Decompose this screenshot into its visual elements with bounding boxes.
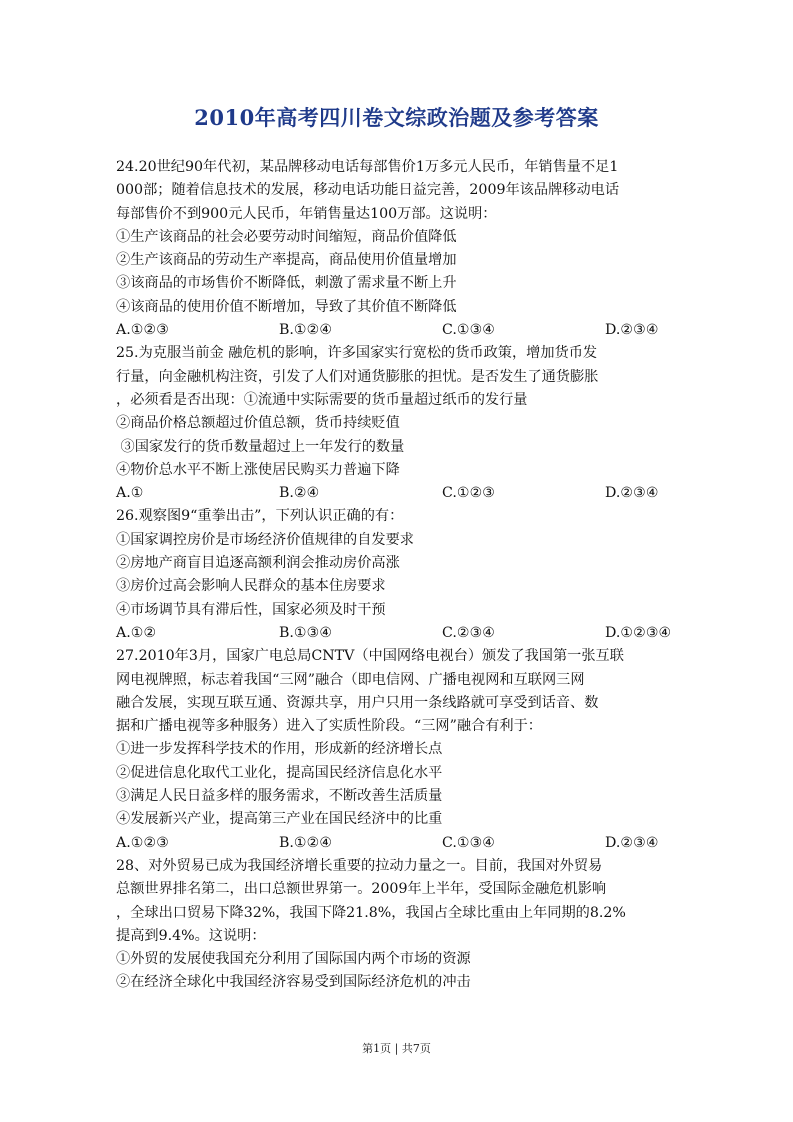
option-a: A.①②③	[116, 322, 169, 339]
question-line: 27.2010年3月，国家广电总局CNTV（中国网络电视台）颁发了我国第一张互联	[116, 648, 624, 665]
option-b: B.②④	[279, 485, 320, 502]
question-line: ①国家调控房价是市场经济价值规律的自发要求	[116, 531, 414, 548]
question-line: ②在经济全球化中我国经济容易受到国际经济危机的冲击	[116, 974, 471, 991]
question-24	[116, 156, 676, 342]
question-line: ②生产该商品的劳动生产率提高，商品使用价值量增加	[116, 252, 457, 269]
question-line: 提高到9.4%。这说明：	[116, 927, 266, 944]
option-c: C.①③④	[442, 834, 496, 851]
question-line: ，全球出口贸易下降32%，我国下降21.8%，我国占全球比重由上年同期的8.2%	[116, 904, 626, 921]
option-c: C.①②③	[442, 485, 496, 502]
question-line: ②促进信息化取代工业化，提高国民经济信息化水平	[116, 764, 443, 781]
option-a: A.①②③	[116, 834, 169, 851]
question-line: 网电视牌照，标志着我国“三网”融合（即电信网、广播电视网和互联网三网	[116, 671, 585, 688]
page-footer: 第1页 | 共7页	[362, 1042, 431, 1055]
question-line: ①生产该商品的社会必要劳动时间缩短，商品价值降低	[116, 228, 457, 245]
question-line: ，必须看是否出现：①流通中实际需要的货币量超过纸币的发行量	[116, 391, 528, 408]
question-line: 融合发展，实现互联互通、资源共享，用户只用一条线路就可享受到话音、数	[116, 694, 599, 711]
question-line: ①进一步发挥科学技术的作用，形成新的经济增长点	[116, 741, 443, 758]
question-line: 000部；随着信息技术的发展，移动电话功能日益完善，2009年该品牌移动电话	[116, 182, 620, 199]
option-b: B.①②④	[279, 322, 333, 339]
question-line: 行量，向金融机构注资，引发了人们对通货膨胀的担忧。是否发生了通货膨胀	[116, 368, 599, 385]
answer-options	[116, 622, 676, 645]
question-line: 总额世界排名第二，出口总额世界第一。2009年上半年，受国际金融危机影响	[116, 881, 607, 898]
option-d: D.①②③④	[605, 624, 672, 641]
question-line: ④市场调节具有滞后性，国家必须及时干预	[116, 601, 386, 618]
option-d: D.②③④	[605, 485, 659, 502]
option-d: D.②③④	[605, 322, 659, 339]
question-line: ④物价总水平不断上涨使居民购买力普遍下降	[116, 461, 400, 478]
option-c: C.①③④	[442, 322, 496, 339]
question-line: 24.20世纪90年代初，某品牌移动电话每部售价1万多元人民币，年销售量不足1	[116, 159, 619, 175]
answer-options	[116, 482, 676, 505]
option-a: A.①	[116, 485, 144, 502]
option-a: A.①②	[116, 624, 157, 641]
question-line: ④该商品的使用价值不断增加，导致了其价值不断降低	[116, 298, 457, 315]
document-title: 2010年高考四川卷文综政治题及参考答案	[194, 105, 599, 130]
option-d: D.②③④	[605, 834, 659, 851]
question-line: ④发展新兴产业，提高第三产业在国民经济中的比重	[116, 811, 443, 828]
option-c: C.②③④	[442, 624, 496, 641]
answer-options	[116, 319, 676, 342]
question-line: ③国家发行的货币数量超过上一年发行的数量	[116, 438, 405, 455]
option-b: B.①②④	[279, 834, 333, 851]
question-line: 26.观察图9“重拳出击”，下列认识正确的有：	[116, 508, 404, 525]
answer-options	[116, 832, 676, 855]
question-26	[116, 505, 676, 645]
question-line: 28、对外贸易已成为我国经济增长重要的拉动力量之一。目前，我国对外贸易	[116, 857, 603, 874]
question-27	[116, 645, 676, 855]
question-25	[116, 342, 676, 505]
question-line: ③满足人民日益多样的服务需求，不断改善生活质量	[116, 788, 443, 805]
question-line: ③该商品的市场售价不断降低，刺激了需求量不断上升	[116, 275, 457, 292]
question-line: 据和广播电视等多种服务）进入了实质性阶段。“三网”融合有利于：	[116, 718, 542, 735]
question-line: 25.为克服当前金 融危机的影响，许多国家实行宽松的货币政策，增加货币发	[116, 345, 598, 362]
question-28	[116, 855, 676, 995]
question-line: ③房价过高会影响人民群众的基本住房要求	[116, 578, 386, 595]
question-line: ②商品价格总额超过价值总额，货币持续贬值	[116, 415, 400, 432]
question-line: ①外贸的发展使我国充分利用了国际国内两个市场的资源	[116, 951, 471, 968]
question-line: ②房地产商盲目追逐高额利润会推动房价高涨	[116, 555, 400, 572]
question-line: 每部售价不到900元人民币，年销售量达100万部。这说明：	[116, 205, 497, 222]
document-body	[116, 156, 676, 995]
option-b: B.①③④	[279, 624, 333, 641]
